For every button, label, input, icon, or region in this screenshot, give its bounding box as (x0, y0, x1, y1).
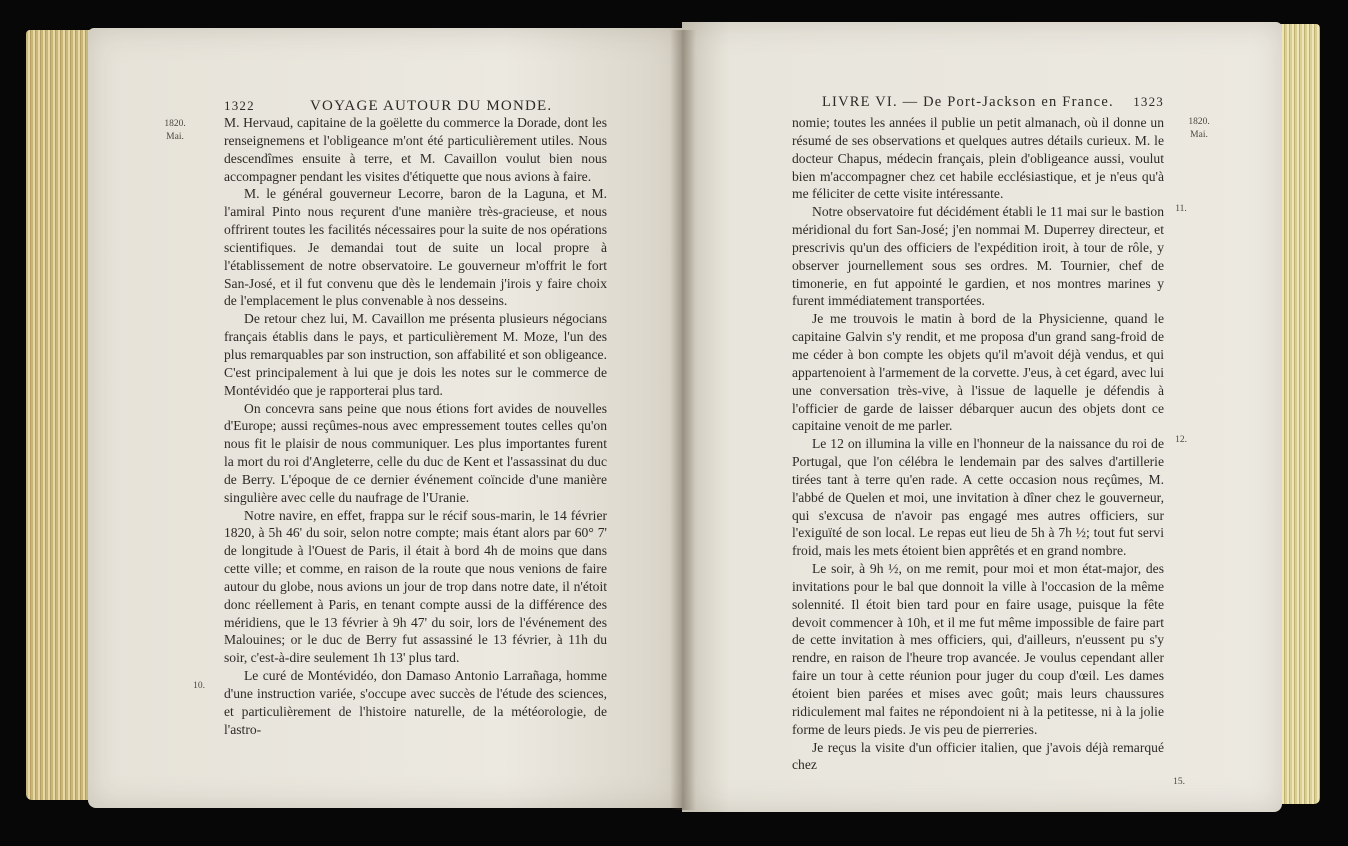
left-running-title: VOYAGE AUTOUR DU MONDE. (310, 98, 553, 114)
right-margin-year: 1820. (1188, 117, 1210, 127)
paragraph: Le curé de Montévidéo, don Damaso Antonio Larrañaga, homme d'une instruction variée, s'occupe avec succès de l'étude des sciences, et particulièrement de l'histoire naturelle, de la météorologie, de l'astro- (224, 668, 607, 737)
right-page-number: 1323 (1133, 94, 1164, 109)
paragraph: Notre observatoire fut décidément établi le 11 mai sur le bastion méridional du fort San-José; j'en nommai M. Duperrey directeur, et prescrivis qu'un des officiers de l'expédition iroit, à tour de rôle, y observer journellement sous ses ordres. M. Tournier, chef de timonerie, en fut appointé le gardien, et nos montres marines y furent immédiatement transportées. (792, 204, 1164, 309)
right-page-text (792, 114, 1164, 774)
right-margin-day-12: 12. (1175, 435, 1187, 445)
left-page-number: 1322 (224, 98, 255, 113)
paragraph: Le soir, à 9h ½, on me remit, pour moi et mon état-major, des invitations pour le bal que donnoit la ville à l'occasion de la même solennité. Il étoit bien tard pour en faire usage, puisque la fête devoit commencer à 10h, et il me fut même impossible de faire part de cette invitation à mes officiers, qui, d'ailleurs, n'eussent pu s'y rendre, en raison de l'heure trop avancée. Je voulus cependant aller faire un tour à cette réunion pour juger du coup d'œil. Les dames étoient bien parées et mises avec goût; mais leurs chaussures ridiculement mal faites ne répondoient ni à la petitesse, ni à la jolie forme de leurs pieds. Je vis peu de pierreries. (792, 561, 1164, 737)
paragraph: M. Hervaud, capitaine de la goëlette du commerce la Dorade, dont les renseignemens et l'obligeance m'ont été particulièrement utiles. Nous descendîmes ensuite à terre, et M. Cavaillon voulut bien nous accompagner pendant les visites d'étiquette que nous avions à faire. (224, 115, 607, 184)
left-margin-month: Mai. (166, 132, 184, 142)
paragraph: M. le général gouverneur Lecorre, baron de la Laguna, et M. l'amiral Pinto nous reçurent d'une manière très-gracieuse, et nous offrirent toutes les facilités nécessaires pour la suite de nos opérations scientifiques. Je demandai tout de suite un local propre à l'établissement de notre observatoire. Le gouverneur m'offrit le fort San-José, et il fut convenu que dès le lendemain j'irois y faire choix de l'emplacement le plus convenable à nos desseins. (224, 186, 607, 309)
left-margin-year: 1820. (164, 119, 186, 129)
paragraph: nomie; toutes les années il publie un petit almanach, où il donne un résumé de ses observations et quelques autres détails curieux. M. le docteur Chapus, médecin français, plein d'obligeance aussi, voulut bien m'accompagner chez cet habile ecclésiastique, et je n'eus qu'à me féliciter de cette visite intéressante. (792, 115, 1164, 202)
paragraph: Je reçus la visite d'un officier italien, que j'avois déjà remarqué chez (792, 739, 1164, 773)
right-running-title: LIVRE VI. — De Port-Jackson en France. (822, 94, 1114, 110)
paragraph: Le 12 on illumina la ville en l'honneur de la naissance du roi de Portugal, que l'on célébra le lendemain par des salves d'artillerie tirées tant à terre qu'en rade. A cette occasion nous reçûmes, M. l'abbé de Quelen et moi, une invitation à dîner chez le gouverneur, qui s'excusa de n'avoir pas engagé mes autres officiers, sur l'exiguïté de son local. Le repas eut lieu de 5h à 7h ½; tout fut servi froid, mais les mets étoient bien apprêtés et en grand nombre. (792, 436, 1164, 559)
left-margin-day: 10. (193, 681, 205, 691)
right-margin-month: Mai. (1190, 130, 1208, 140)
paragraph: Je me trouvois le matin à bord de la Physicienne, quand le capitaine Galvin s'y rendit, et me proposa d'un grand sang-froid de me céder à bon compte les objets qu'il m'avoit déjà vendus, et qui appartenoient à l'armement de la corvette. J'eus, à cet égard, avec lui une conversation très-vive, à l'issue de laquelle je défendis à l'officier de garde de laisser débarquer aucun des objets dont ce capitaine venoit de me parler. (792, 311, 1164, 434)
paragraph: Notre navire, en effet, frappa sur le récif sous-marin, le 14 février 1820, à 5h 46' du soir, selon notre compte; mais étant alors par 60° 7' de longitude à l'Ouest de Paris, il était à bord 4h de moins que dans cette ville; et comme, en raison de la route que nous venions de faire autour du globe, nous avions un jour de trop dans notre date, il n'étoit donc réellement à Paris, en tenant compte aussi de la différence des méridiens, que le 13 février à 9h 47' du soir, lors de l'événement des Malouines; or le duc de Berry fut assassiné le 13 février, à 11h du soir, c'est-à-dire seulement 1h 13' plus tard. (224, 507, 607, 666)
right-margin-day-11: 11. (1175, 204, 1187, 214)
page-edges-left (26, 30, 96, 800)
paragraph: On concevra sans peine que nous étions fort avides de nouvelles d'Europe; aussi reçûmes-nous avec empressement toutes celles qu'on nous fit le plaisir de nous communiquer. Les plus importantes furent la mort du roi d'Angleterre, celle du duc de Kent et l'assassinat du duc de Berry. L'époque de ce dernier événement coïncide d'une manière singulière avec celle du naufrage de l'Uranie. (224, 400, 607, 505)
right-margin-day-15: 15. (1173, 777, 1185, 787)
paragraph: De retour chez lui, M. Cavaillon me présenta plusieurs négocians français établis dans le pays, et particulièrement M. Moze, l'un des plus remarquables par son instruction, son affabilité et son obligeance. C'est principalement à lui que je dois les notes sur le commerce de Montévidéo que je rapporterai plus tard. (224, 311, 607, 398)
book-gutter (670, 30, 696, 810)
left-page-text (224, 114, 607, 739)
page-edges-right (1280, 24, 1320, 804)
